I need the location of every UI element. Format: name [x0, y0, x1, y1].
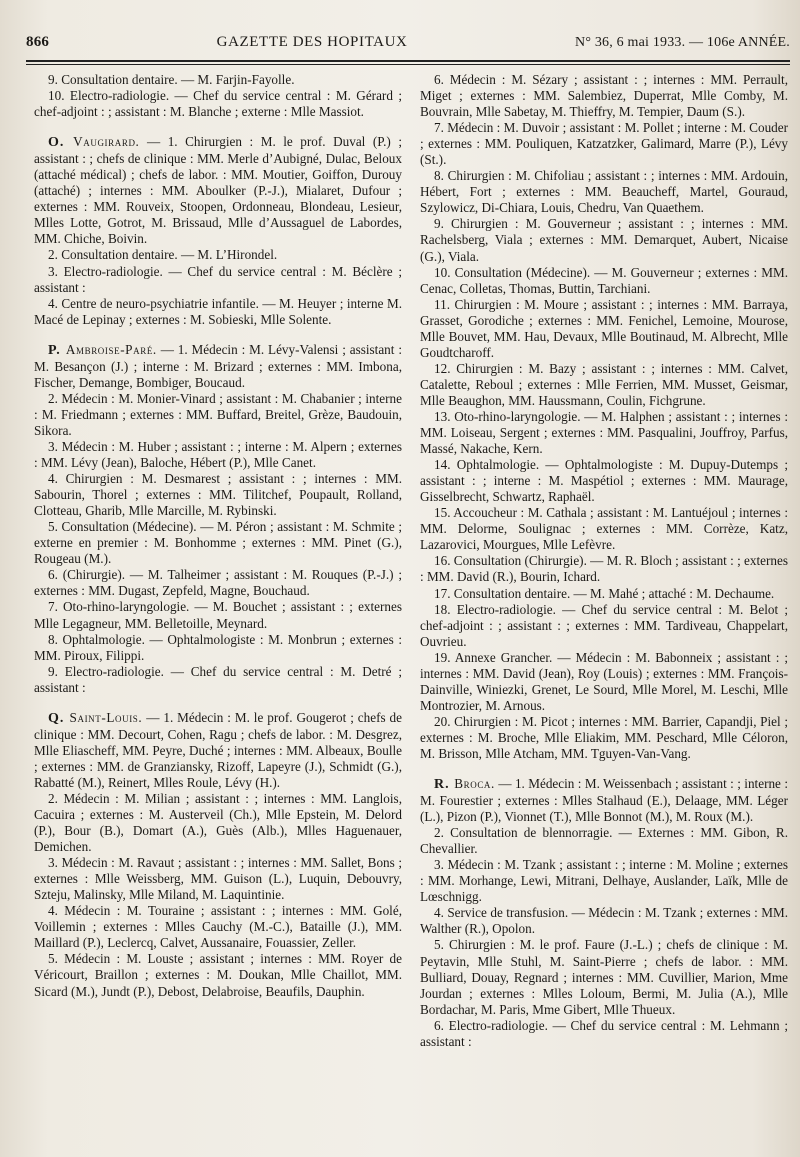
service-entry: 12. Chirurgien : M. Bazy ; assistant : ; internes : MM. Calvet, Catalette, Reboul ; externes : Mlle Ferrien, MM. Musset, Geismar, Mlle Beaughon, MM. Haussmann, Coulin, Fichgrune.: [420, 360, 788, 408]
service-entry: 17. Consultation dentaire. — M. Mahé ; attaché : M. Dechaume.: [434, 585, 775, 601]
service-entry: 10. Consultation (Médecine). — M. Gouverneur ; externes : MM. Cenac, Colletas, Thomas, Buttin, Tarchiani.: [420, 264, 788, 296]
service-entry: 6. Médecin : M. Sézary ; assistant : ; internes : MM. Perrault, Miget ; externes : MM. Salembiez, Duperrat, Mlle Comby, M. Bouvrain, Mlle Sabetay, M. Thieffry, M. Tempier, Daum (S.).: [420, 72, 788, 120]
hospital-name: Ambroise-Paré.: [65, 341, 157, 357]
service-entry: 3. Médecin : M. Ravaut ; assistant : ; internes : MM. Sallet, Bons ; externes : Mlle Weissberg, MM. Guison (L.), Luquin, Debouvry, Szteju, Malinsky, Mlle Miland, M. Laquintinie.: [34, 855, 402, 903]
service-entry: 19. Annexe Grancher. — Médecin : M. Babonneix ; assistant : ; internes : MM. David (Jean), Roy (Louis) ; externes : MM. François-Dainville, Winiezki, Grenet, Le Sourd, Mlle Morel, M. Leschi, Mlle Montrozier, M. Arnous.: [420, 649, 788, 713]
service-entry: 6. (Chirurgie). — M. Talheimer ; assistant : M. Rouques (P.-J.) ; externes : MM. Dugast, Zepfeld, Magne, Bouchaud.: [34, 567, 402, 599]
service-entry: 11. Chirurgien : M. Moure ; assistant : ; internes : MM. Barraya, Grasset, Gorodiche ; externes : MM. Fenichel, Lemoine, Mourose, Mlle Bouvet, MM. Hau, Devaux, Mlle Boutinaud, M. Albrecht, Mlle Goudtcharoff.: [420, 296, 788, 360]
service-entry: 8. Chirurgien : M. Chifoliau ; assistant : ; internes : MM. Ardouin, Hébert, Fort ; externes : MM. Beaucheff, Martel, Gouraud, Szylowicz, Di-Chiara, Louis, Chedru, Van Quaethem.: [420, 168, 788, 216]
section-letter: Q.: [48, 710, 70, 726]
service-entry: 15. Accoucheur : M. Cathala ; assistant : M. Lantuéjoul ; internes : MM. Delorme, Soulignac ; externes : MM. Corrèze, Katz, Lazarovici, Mourgues, Mlle Lefèvre.: [420, 505, 788, 553]
hospital-name: Vaugirard.: [73, 134, 140, 150]
service-entry: 4. Médecin : M. Touraine ; assistant : ; internes : MM. Golé, Voillemin ; externes : Mlles Cauchy (M.-C.), Bataille (J.), MM. Maillard (P.), Leclercq, Calvet, Aussanaire, Fouassier, Zeller.: [34, 903, 402, 951]
service-entry: 7. Médecin : M. Duvoir ; assistant : M. Pollet ; interne : M. Couder ; externes : MM. Pouliquen, Katzatzker, Galimard, Marre (P.), Lévy (St.).: [420, 120, 788, 168]
service-entry: 10. Electro-radiologie. — Chef du service central : M. Gérard ; chef-adjoint : ; assistant : M. Blanche ; externe : Mlle Massiot.: [34, 88, 402, 120]
service-entry: 9. Chirurgien : M. Gouverneur ; assistant : ; internes : MM. Rachelsberg, Viala ; externes : MM. Demarquet, Aubert, Nicaise (G.), Viala.: [420, 216, 788, 264]
section-text: — 1. Médecin : M. le prof. Gougerot ; chefs de clinique : MM. Decourt, Cohen, Ragu ; chefs de labor. : M. Desgrez, Mlle Eliascheff, MM. Peyre, Duché ; internes : MM. Albeaux, Boulle ; externes : MM. de Granziansky, Rizoff, Lapeyre (J.), Schmidt (G.), Rabatté (M.), Reinert, Mlles Roule, Lévy (H.).: [34, 709, 402, 790]
service-entry: 7. Oto-rhino-laryngologie. — M. Bouchet ; assistant : ; externes Mlle Legagneur, MM. Belletoille, Meynard.: [34, 599, 402, 631]
section-text: — 1. Médecin : M. Weissenbach ; assistant : ; interne : M. Fourestier ; externes : Mlles Stalhaud (E.), Delaage, MM. Léger (L.), Pizon (P.), Vionnet (T.), Mlle Bonnot (M.), M. Roux (M.).: [420, 776, 788, 825]
hospital-name: Saint-Louis.: [69, 709, 143, 725]
service-entry: 8. Ophtalmologie. — Ophtalmologiste : M. Monbrun ; externes : MM. Piroux, Filippi.: [34, 631, 402, 663]
header-rule: [26, 60, 790, 62]
section-letter: R.: [434, 777, 455, 793]
service-entry: 3. Médecin : M. Tzank ; assistant : ; interne : M. Moline ; externes : MM. Morhange, Lewi, Mitrani, Delhaye, Auslander, Laïk, Mlle de Lœschnigg.: [420, 857, 788, 905]
hospital-section: [34, 134, 402, 247]
service-entry: 18. Electro-radiologie. — Chef du service central : M. Belot ; chef-adjoint : ; assistant : ; externes : MM. Tardiveau, Chappelart, Ouvrieu.: [420, 601, 788, 649]
service-entry: 9. Electro-radiologie. — Chef du service central : M. Detré ; assistant :: [34, 663, 402, 695]
service-entry: 3. Médecin : M. Huber ; assistant : ; interne : M. Alpern ; externes : MM. Lévy (Jean), Baloche, Hébert (P.), Mlle Canet.: [34, 438, 402, 471]
service-entry: 2. Médecin : M. Milian ; assistant : ; internes : MM. Langlois, Cacuira ; externes : M. Austerveil (Ch.), Mlle Epstein, M. Delord (P.), Bour (B.), Domart (A.), Guès (Alb.), Mlles Haguenauer, Demichen.: [34, 790, 402, 855]
service-entry: 9. Consultation dentaire. — M. Farjin-Fayolle.: [48, 72, 295, 87]
publication-title: GAZETTE DES HOPITAUX: [216, 34, 408, 50]
section-letter: O.: [48, 135, 74, 151]
service-entry: 5. Médecin : M. Louste ; assistant ; internes : MM. Royer de Véricourt, Braillon ; externes : M. Doukan, Mlle Chaillot, MM. Sicard (M.), Jundt (P.), Debost, Delabroise, Beaufils, Dauphin.: [34, 951, 402, 999]
right-column: [420, 72, 788, 1152]
service-entry: 5. Consultation (Médecine). — M. Péron ; assistant : M. Schmite ; externe en premier : M. Bonhomme ; externes : MM. Pinet (G.), Rougeau (M.).: [34, 519, 402, 567]
section-text: — 1. Médecin : M. Lévy-Valensi ; assistant : M. Besançon (J.) ; interne : M. Brizard ; externes : MM. Imbona, Fischer, Demange, Bombiger, Boucaud.: [34, 341, 402, 390]
service-entry: 2. Consultation dentaire. — M. L’Hirondel.: [48, 247, 278, 263]
service-entry: 3. Electro-radiologie. — Chef du service central : M. Béclère ; assistant :: [34, 263, 402, 295]
service-entry: 2. Consultation de blennorragie. — Externes : MM. Gibon, R. Chevallier.: [420, 825, 788, 857]
page-number: 866: [26, 34, 50, 50]
page-header: [26, 34, 790, 58]
service-entry: 4. Chirurgien : M. Desmarest ; assistant : ; internes : MM. Sabourin, Thorel ; externes : MM. Tilitchef, Poupault, Rolland, Clotteau, Gharib, Mlle Marcille, M. Rybinski.: [34, 471, 402, 519]
hospital-section: [34, 710, 402, 791]
issue-info: N° 36, 6 mai 1933. — 106e ANNÉE.: [575, 35, 790, 50]
service-entry: 4. Centre de neuro-psychiatrie infantile. — M. Heuyer ; interne M. Macé de Lepinay ; externes : M. Sobieski, Mlle Solente.: [34, 295, 402, 327]
service-entry: 14. Ophtalmologie. — Ophtalmologiste : M. Dupuy-Dutemps ; assistant : ; interne : M. Maspétiol ; externes : MM. Maurage, Gisselbrecht, Schwartz, Raphaël.: [420, 457, 788, 505]
left-column: [34, 72, 402, 1152]
service-entry: 6. Electro-radiologie. — Chef du service central : M. Lehmann ; assistant :: [420, 1017, 788, 1049]
hospital-section: [34, 342, 402, 391]
service-entry: 16. Consultation (Chirurgie). — M. R. Bloch ; assistant : ; externes : MM. David (R.), Bourin, Ichard.: [420, 553, 788, 585]
article-body: [34, 72, 788, 1152]
section-text: — 1. Chirurgien : M. le prof. Duval (P.) ; assistant : ; chefs de clinique : MM. Merle d’Aubigné, Dulac, Beloux (attaché médical) ; chefs de labor. : MM. Moutier, Goiffon, Durouy (attaché) ; internes : MM. Aboulker (P.-J.), Mialaret, Dufour ; externes : MM. Rouveix, Stoopen, Ordonneau, Blondeau, Lesieur, Mlles Lotte, Gotrot, M. Brissaud, Mlle d’Aussaguel de Labordes, MM. Chiche, Boivin.: [34, 134, 402, 247]
service-entry: 4. Service de transfusion. — Médecin : M. Tzank ; externes : MM. Walther (R.), Opolon.: [420, 905, 788, 937]
service-entry: 2. Médecin : M. Monier-Vinard ; assistant : M. Chabanier ; interne : M. Friedmann ; externes : MM. Buffard, Breitel, Grèze, Baudouin, Sikora.: [34, 390, 402, 438]
service-entry: 5. Chirurgien : M. le prof. Faure (J.-L.) ; chefs de clinique : M. Peytavin, Mlle Stuhl, M. Saint-Pierre ; chefs de labor. : MM. Bulliard, Douay, Regnard ; internes : MM. Cuvillier, Marion, Mme Jourdan ; externes : Mlles Loloum, Bermi, M. Julia (A.), Mlle Bordachar, M. Paris, Mme Gibert, Mlle Thueux.: [420, 937, 788, 1017]
section-letter: P.: [48, 342, 66, 358]
header-rule-thin: [26, 64, 790, 65]
service-entry: 20. Chirurgien : M. Picot ; internes : MM. Barrier, Capandji, Piel ; externes : M. Broche, Mlle Eliakim, MM. Peschard, Mlle Céloron, M. Brisson, Mlle Atcham, MM. Tguyen-Van-Vang.: [420, 713, 788, 761]
hospital-name: Broca.: [454, 776, 495, 792]
service-entry: 13. Oto-rhino-laryngologie. — M. Halphen ; assistant : ; internes : MM. Loiseau, Sergent ; externes : MM. Pasqualini, Jouffroy, Parfus, Massé, Nakache, Kern.: [420, 408, 788, 457]
hospital-section: [420, 776, 788, 825]
